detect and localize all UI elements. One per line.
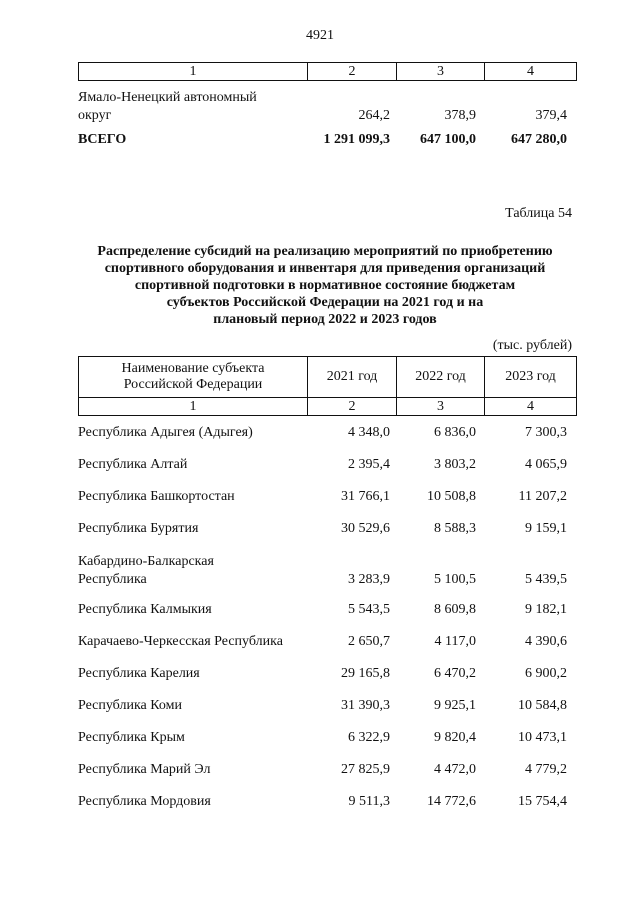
value-2021: 27 825,9	[341, 762, 390, 777]
column-number-4: 4	[485, 63, 577, 81]
value-2021: 31 766,1	[341, 489, 390, 504]
caption-line: спортивного оборудования и инвентаря для приведения организаций	[104, 261, 546, 276]
value-2023: 7 300,3	[525, 425, 567, 440]
region-name-line1: Кабардино-Балкарская	[78, 554, 214, 569]
value-2023: 10 584,8	[518, 698, 567, 713]
value-2021: 4 348,0	[348, 425, 390, 440]
page-number: 4921	[306, 28, 334, 43]
value-2022: 6 836,0	[434, 425, 476, 440]
region-name: Республика Коми	[78, 698, 182, 713]
total-row	[78, 131, 572, 151]
value-2022: 378,9	[444, 108, 476, 123]
value-2023: 9 159,1	[525, 521, 567, 536]
total-2023: 647 280,0	[511, 132, 567, 147]
value-2022: 9 925,1	[434, 698, 476, 713]
table-row	[78, 601, 572, 621]
column-number-header-top	[78, 62, 577, 81]
value-2022: 5 100,5	[434, 572, 476, 587]
value-2023: 4 779,2	[525, 762, 567, 777]
region-name: Республика Бурятия	[78, 521, 199, 536]
column-number-2: 2	[308, 398, 397, 416]
column-number-2: 2	[308, 63, 397, 81]
header-region-name	[79, 357, 308, 398]
region-name: Республика Башкортостан	[78, 489, 235, 504]
table-row	[78, 89, 572, 125]
column-number-3: 3	[397, 398, 485, 416]
value-2021: 30 529,6	[341, 521, 390, 536]
region-name-line1: Ямало-Ненецкий автономный	[78, 90, 257, 105]
value-2023: 6 900,2	[525, 666, 567, 681]
value-2021: 9 511,3	[348, 794, 390, 809]
total-2022: 647 100,0	[420, 132, 476, 147]
table-row	[78, 793, 572, 813]
table-row	[78, 665, 572, 685]
table-row	[78, 520, 572, 540]
value-2021: 2 650,7	[348, 634, 390, 649]
table-row	[78, 488, 572, 508]
value-2023: 5 439,5	[525, 572, 567, 587]
caption-line: плановый период 2022 и 2023 годов	[213, 312, 437, 327]
value-2022: 10 508,8	[427, 489, 476, 504]
value-2022: 14 772,6	[427, 794, 476, 809]
table-row	[78, 456, 572, 476]
table-row	[78, 424, 572, 444]
value-2021: 29 165,8	[341, 666, 390, 681]
value-2021: 2 395,4	[348, 457, 390, 472]
column-number-3: 3	[397, 63, 485, 81]
table-row	[78, 697, 572, 717]
value-2023: 379,4	[535, 108, 567, 123]
units-label: (тыс. рублей)	[492, 338, 572, 353]
value-2023: 4 390,6	[525, 634, 567, 649]
value-2023: 11 207,2	[518, 489, 567, 504]
caption-line: спортивной подготовки в нормативное состояние бюджетам	[134, 278, 516, 293]
table-row	[78, 729, 572, 749]
value-2022: 4 117,0	[434, 634, 476, 649]
column-number-1: 1	[79, 398, 308, 416]
region-name: Карачаево-Черкесская Республика	[78, 634, 283, 649]
value-2021: 6 322,9	[348, 730, 390, 745]
value-2023: 9 182,1	[525, 602, 567, 617]
value-2021: 3 283,9	[348, 572, 390, 587]
region-name: Республика Крым	[78, 730, 185, 745]
region-name-line2: округ	[78, 108, 112, 123]
region-name: Республика Марий Эл	[78, 762, 211, 777]
column-number-4: 4	[485, 398, 577, 416]
caption-line: субъектов Российской Федерации на 2021 год и на	[166, 295, 484, 310]
column-number-1: 1	[79, 63, 308, 81]
value-2022: 8 609,8	[434, 602, 476, 617]
value-2022: 6 470,2	[434, 666, 476, 681]
region-name-line2: Республика	[78, 572, 147, 587]
header-2021: 2021 год	[308, 357, 397, 398]
header-2023: 2023 год	[485, 357, 577, 398]
region-name	[78, 553, 306, 589]
value-2022: 4 472,0	[434, 762, 476, 777]
region-name: Республика Алтай	[78, 457, 188, 472]
table-header	[78, 356, 577, 416]
value-2021: 264,2	[358, 108, 390, 123]
region-name	[78, 89, 306, 125]
value-2022: 8 588,3	[434, 521, 476, 536]
total-2021: 1 291 099,3	[323, 132, 390, 147]
header-name-line2: Российской Федерации	[123, 377, 263, 392]
region-name: Республика Карелия	[78, 666, 200, 681]
value-2022: 9 820,4	[434, 730, 476, 745]
table-label: Таблица 54	[505, 206, 572, 221]
header-name-line1: Наименование субъекта	[121, 361, 265, 376]
value-2023: 4 065,9	[525, 457, 567, 472]
value-2023: 15 754,4	[518, 794, 567, 809]
header-2022: 2022 год	[397, 357, 485, 398]
total-label: ВСЕГО	[78, 132, 127, 147]
region-name: Республика Калмыкия	[78, 602, 212, 617]
value-2022: 3 803,2	[434, 457, 476, 472]
table-row	[78, 761, 572, 781]
table-row	[78, 553, 572, 589]
region-name: Республика Адыгея (Адыгея)	[78, 425, 253, 440]
value-2023: 10 473,1	[518, 730, 567, 745]
value-2021: 5 543,5	[348, 602, 390, 617]
caption-line: Распределение субсидий на реализацию мероприятий по приобретению	[97, 244, 553, 259]
table-caption	[60, 243, 590, 328]
value-2021: 31 390,3	[341, 698, 390, 713]
region-name: Республика Мордовия	[78, 794, 211, 809]
table-row	[78, 633, 572, 653]
